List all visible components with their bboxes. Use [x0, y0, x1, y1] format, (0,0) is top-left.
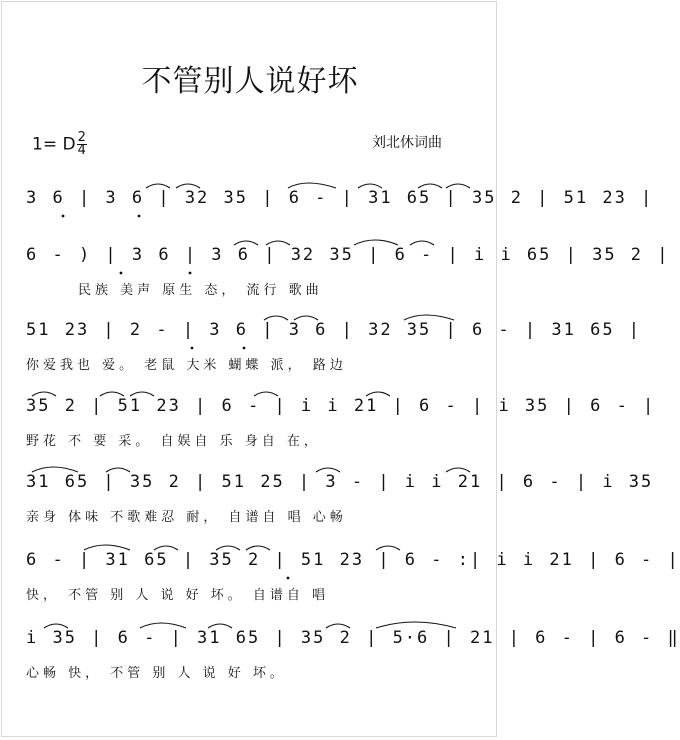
key-label: 1= D	[32, 134, 76, 155]
time-signature-bottom: 4	[77, 143, 86, 158]
lyric-line: 快， 不管 别 人 说 好 坏。 自谱自 唱	[26, 588, 330, 603]
time-signature	[77, 132, 87, 157]
time-signature-top: 2	[77, 130, 86, 145]
lyric-line: 野花 不 要 采。 自娱自 乐 身自 在，	[26, 434, 321, 449]
key-signature	[32, 132, 87, 157]
lyric-line: 你爱我也 爱。 老鼠 大米 蝴蝶 派， 路边	[26, 358, 347, 373]
notation-line: 6 - | 31 65 | 35 2 | 51 23 | 6 - :| i i 21 | 6 - |	[26, 550, 680, 570]
lyricist-composer-credit: 刘北休词曲	[372, 135, 442, 151]
notation-line: 31 65 | 35 2 | 51 25 | 3 - | i i 21 | 6 - | i 35	[26, 472, 654, 492]
notation-line: 35 2 | 51 23 | 6 - | i i 21 | 6 - | i 35 | 6 - |	[26, 396, 656, 416]
song-title: 不管别人说好坏	[141, 64, 359, 99]
lyric-line: 心畅 快， 不管 别 人 说 好 坏。	[26, 666, 287, 681]
notation-line: 3 6 | 3 6 | 32 35 | 6 - | 31 65 | 35 2 | 51 23 |	[26, 188, 654, 208]
lyric-line: 民族 美声 原生 态， 流行 歌曲	[78, 283, 323, 298]
notation-line: 51 23 | 2 - | 3 6 | 3 6 | 32 35 | 6 - | 31 65 |	[26, 320, 642, 340]
lyric-line: 亲身 体味 不歌难忍 耐， 自谱自 唱 心畅	[26, 510, 347, 525]
notation-line: i 35 | 6 - | 31 65 | 35 2 | 5·6 | 21 | 6 - | 6 - ‖	[26, 628, 680, 648]
notation-line: 6 - ) | 3 6 | 3 6 | 32 35 | 6 - | i i 65 | 35 2 |	[26, 245, 670, 265]
